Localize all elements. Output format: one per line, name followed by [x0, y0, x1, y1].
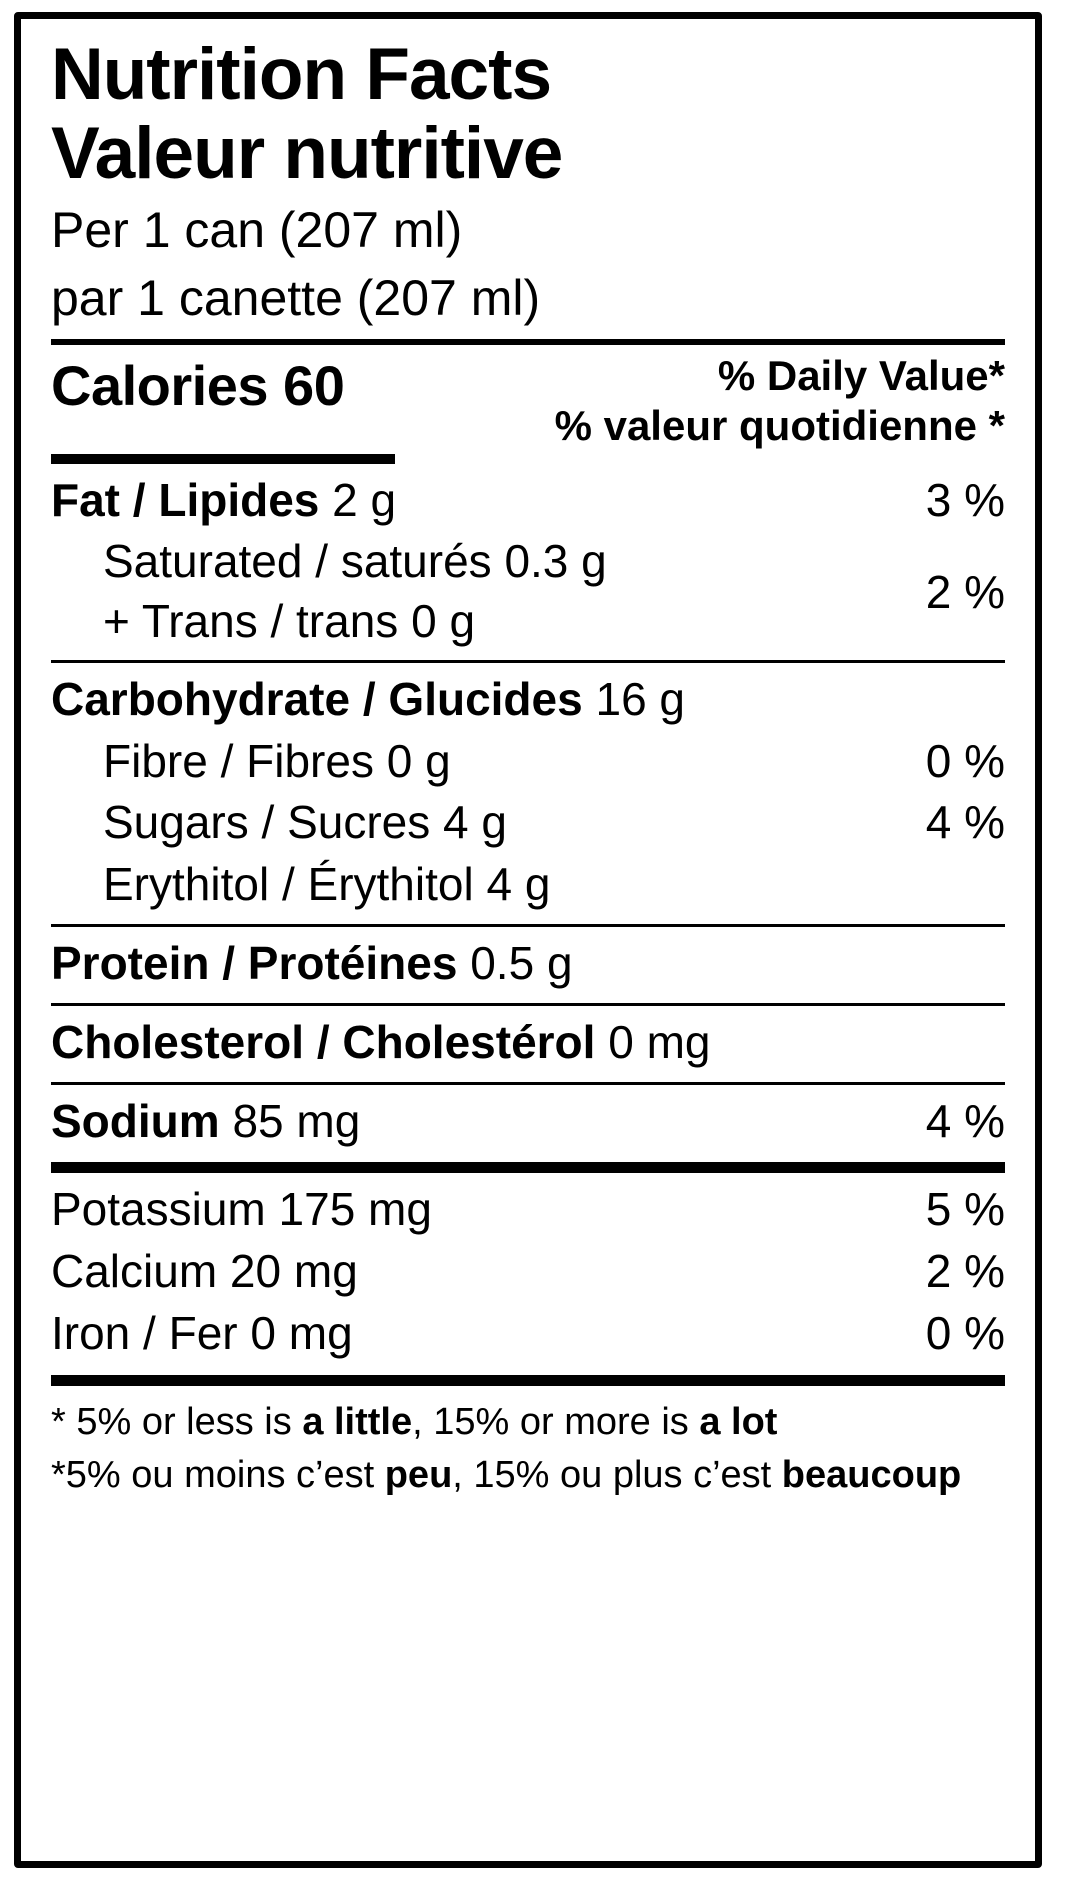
row-fat-amount: 2 g: [332, 474, 397, 527]
daily-value-header: [555, 351, 1005, 450]
row-sugars: [51, 792, 1005, 854]
row-potassium-label: Potassium 175 mg: [51, 1183, 432, 1236]
row-sodium-pct: 4 %: [925, 1094, 1005, 1147]
footnote-fr-part2: , 15% ou plus c’est: [452, 1454, 782, 1497]
footnote-en-part2: , 15% or more is: [412, 1400, 700, 1443]
row-iron-pct: 0 %: [925, 1307, 1005, 1360]
row-fat-name: Fat / Lipides: [51, 474, 320, 527]
row-carbohydrate-label: [51, 670, 985, 730]
row-fat-pct: 3 %: [925, 474, 1005, 527]
row-sodium-name: Sodium: [51, 1094, 220, 1147]
row-sodium-amount: 85 mg: [232, 1094, 361, 1147]
row-cholesterol-name: Cholesterol / Cholestérol: [51, 1015, 596, 1068]
row-protein-name: Protein / Protéines: [51, 937, 458, 990]
row-calcium-label: Calcium 20 mg: [51, 1245, 358, 1298]
row-cholesterol-amount: 0 mg: [608, 1015, 711, 1068]
footnote-fr-bold1: peu: [384, 1454, 453, 1497]
footnote-fr-bold2: beaucoup: [781, 1454, 962, 1497]
row-calcium: [51, 1241, 1005, 1303]
row-saturated-trans-pct: 2 %: [925, 566, 1005, 619]
row-protein-label: [51, 934, 985, 994]
divider-minerals-top: [51, 1162, 1005, 1173]
serving-size-en: Per 1 can (207 ml): [51, 202, 463, 259]
row-iron-label: Iron / Fer 0 mg: [51, 1307, 353, 1360]
footnote-fr: [51, 1449, 1005, 1502]
nutrition-facts-panel: [14, 12, 1042, 1868]
row-fibre: [51, 731, 1005, 793]
row-erythitol: [51, 854, 1005, 916]
nutrition-facts-content: [51, 34, 1005, 1847]
page-title: Nutrition Facts: [51, 34, 552, 115]
daily-value-header-en: % Daily Value*: [717, 352, 1005, 400]
calories-underline: [51, 454, 395, 464]
row-protein-amount: 0.5 g: [470, 937, 573, 990]
row-calcium-pct: 2 %: [925, 1245, 1005, 1298]
row-fibre-label: Fibre / Fibres 0 g: [103, 734, 451, 787]
footnote-en-bold2: a lot: [699, 1400, 778, 1443]
row-fibre-pct: 0 %: [925, 734, 1005, 787]
serving-size-fr: par 1 canette (207 ml): [51, 270, 541, 327]
footnote-fr-part1: *5% ou moins c’est: [51, 1454, 385, 1497]
footnote-en: [51, 1396, 1005, 1449]
row-potassium: [51, 1179, 1005, 1241]
row-carbohydrate-name: Carbohydrate / Glucides: [51, 672, 583, 725]
row-sodium-label: [51, 1092, 906, 1152]
row-iron: [51, 1303, 1005, 1365]
page-title-french: Valeur nutritive: [51, 113, 563, 195]
row-saturated-trans-labels: [51, 532, 607, 652]
row-saturated-trans: [51, 532, 1005, 652]
footnote-en-bold1: a little: [302, 1400, 413, 1443]
row-fat: [51, 470, 1005, 532]
row-erythitol-label: Erythitol / Érythitol 4 g: [103, 858, 551, 911]
row-sodium: [51, 1091, 1005, 1153]
row-protein: [51, 933, 1005, 995]
footnote-en-part1: * 5% or less is: [51, 1400, 303, 1443]
row-sugars-pct: 4 %: [925, 796, 1005, 849]
row-saturated-label: Saturated / saturés 0.3 g: [103, 535, 607, 588]
divider-calories-top: [51, 339, 1005, 345]
row-carbohydrate: [51, 669, 1005, 731]
row-trans-label: + Trans / trans 0 g: [103, 595, 476, 648]
row-sugars-label: Sugars / Sucres 4 g: [103, 796, 507, 849]
row-carbohydrate-amount: 16 g: [595, 672, 686, 725]
divider-footnote-top: [51, 1375, 1005, 1386]
daily-value-header-fr: % valeur quotidienne *: [554, 401, 1005, 449]
calories-value: Calories 60: [51, 354, 345, 418]
row-potassium-pct: 5 %: [925, 1183, 1005, 1236]
row-cholesterol-label: [51, 1013, 985, 1073]
row-cholesterol: [51, 1012, 1005, 1074]
row-fat-label: [51, 471, 906, 531]
calories-block: [51, 351, 1005, 464]
